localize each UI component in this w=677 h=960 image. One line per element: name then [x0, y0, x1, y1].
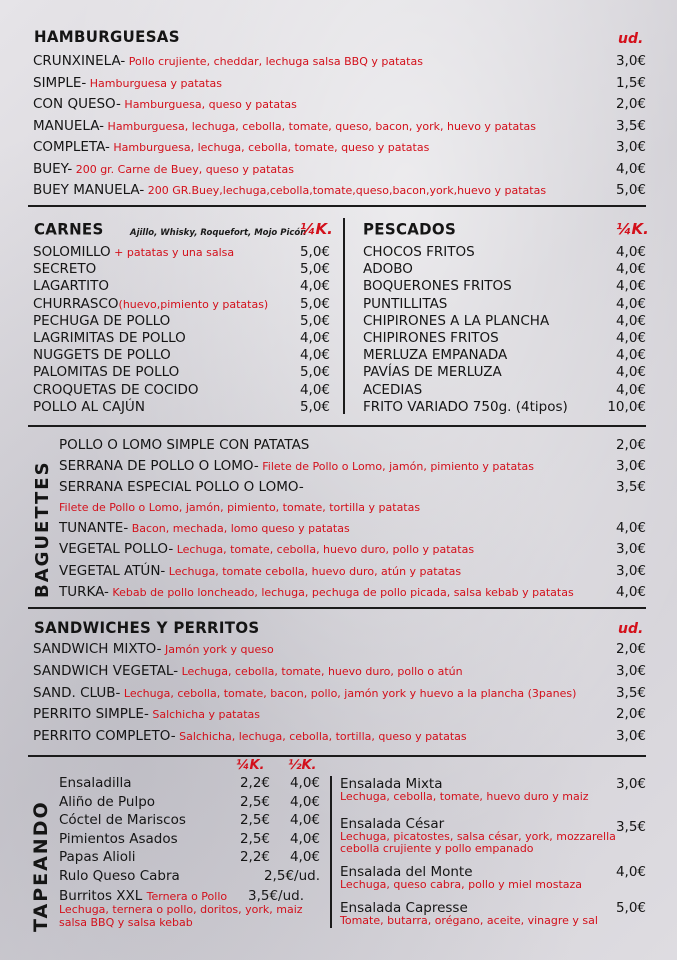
menu-item: [33, 382, 198, 399]
item-price: 4,0€: [615, 312, 646, 329]
item-name: CHURRASCO: [33, 295, 119, 312]
item-name: VEGETAL POLLO-: [59, 541, 174, 557]
menu-item: [33, 728, 467, 745]
tapa-price-half: 4,0€: [289, 849, 320, 866]
item-price: 3,0€: [615, 53, 646, 69]
tapa-name: Cóctel de Mariscos: [59, 812, 186, 829]
tapa-name: Papas Alioli: [59, 849, 136, 866]
menu-item: [33, 364, 179, 381]
ensalada-desc: Tomate, butarra, orégano, aceite, vinagre y sal: [340, 914, 598, 927]
ensalada-price: 3,5€: [615, 819, 646, 835]
tapa-price-half: 4,0€: [289, 812, 320, 829]
tapa-price-half: 4,0€: [289, 830, 320, 847]
menu-item-name: ADOBO: [363, 261, 413, 278]
menu-item-name: PAVÍAS DE MERLUZA: [363, 364, 502, 381]
ensalada-desc: Lechuga, picatostes, salsa césar, york, mozzarella: [340, 830, 616, 843]
tapa-price-quarter: 2,5€: [239, 812, 270, 829]
menu-item: [59, 499, 420, 516]
menu-item: [59, 479, 304, 496]
item-desc: Hamburguesa y patatas: [86, 77, 223, 90]
item-price: 2,0€: [615, 641, 646, 657]
item-desc: Salchicha y patatas: [148, 708, 261, 721]
ensalada-name: Ensalada del Monte: [340, 864, 473, 880]
item-desc: 200 gr. Carne de Buey, queso y patatas: [72, 163, 294, 176]
ensalada-price: 4,0€: [615, 864, 646, 880]
item-price: 4,0€: [615, 364, 646, 381]
menu-item-name: CHIPIRONES FRITOS: [363, 330, 499, 346]
item-price: 3,5€: [615, 118, 646, 134]
menu-item: [33, 399, 145, 416]
item-desc: Lechuga, cebolla, tomate, huevo duro, pollo o atún: [178, 665, 463, 678]
tapeando-title: TAPEANDO: [30, 800, 52, 932]
menu-item: [33, 139, 429, 156]
item-price: 4,0€: [615, 347, 646, 364]
item-name: SERRANA DE POLLO O LOMO-: [59, 458, 259, 474]
divider: [28, 205, 646, 207]
tapa-price-quarter: 2,5€: [239, 793, 270, 810]
carnes-unit: ¼K.: [300, 220, 333, 238]
item-price: 3,0€: [615, 663, 646, 679]
item-desc: Hamburguesa, queso y patatas: [120, 98, 297, 111]
item-desc: Pollo crujiente, cheddar, lechuga salsa BBQ y patatas: [125, 55, 423, 68]
item-name: PERRITO SIMPLE-: [33, 706, 149, 722]
item-name: VEGETAL ATÚN-: [59, 563, 166, 579]
menu-item-name: PUNTILLITAS: [363, 295, 448, 312]
ensalada-price: 5,0€: [615, 900, 646, 916]
item-name: COMPLETA-: [33, 139, 110, 155]
item-desc: Salchicha, lechuga, cebolla, tortilla, queso y patatas: [175, 730, 467, 743]
item-price: 10,0€: [607, 398, 646, 415]
burritos-desc: Lechuga, ternera o pollo, doritos, york, maiz: [59, 903, 303, 916]
tapa-price-half: 4,0€: [289, 793, 320, 810]
menu-item: [33, 182, 546, 199]
menu-item-name: CHIPIRONES A LA PLANCHA: [363, 312, 550, 329]
item-desc: (huevo,pimiento y patatas): [118, 297, 269, 311]
tapa-price-quarter: 2,2€: [239, 775, 270, 791]
item-price: 4,0€: [615, 278, 646, 295]
item-price: 5,0€: [299, 295, 330, 312]
menu-item: [33, 313, 170, 330]
item-price: 2,0€: [615, 96, 646, 112]
menu-item: [33, 296, 268, 313]
divider: [28, 607, 646, 609]
item-name: CRUNXINELA-: [33, 53, 126, 69]
item-name: CROQUETAS DE COCIDO: [33, 381, 199, 398]
divider: [330, 776, 332, 928]
item-price: 5,0€: [299, 312, 330, 329]
item-price: 2,0€: [615, 437, 646, 453]
item-desc: Filete de Pollo o Lomo, jamón, pimiento y patatas: [258, 460, 534, 473]
burritos-price: 3,5€/ud.: [248, 888, 305, 904]
item-desc: Jamón york y queso: [161, 643, 274, 656]
menu-item-name: ACEDIAS: [363, 381, 423, 398]
hamburguesas-unit: ud.: [618, 31, 644, 47]
item-desc: Filete de Pollo o Lomo, jamón, pimiento, tomate, tortilla y patatas: [59, 501, 421, 514]
menu-item: [33, 706, 260, 723]
item-name: SERRANA ESPECIAL POLLO O LOMO-: [59, 479, 304, 495]
item-price: 4,0€: [615, 295, 646, 312]
item-name: TUNANTE-: [59, 520, 129, 536]
divider: [28, 755, 646, 757]
item-price: 4,0€: [299, 347, 330, 364]
item-name: LAGRIMITAS DE POLLO: [33, 330, 186, 346]
burritos-name: Burritos XXL: [59, 888, 143, 904]
item-name: PERRITO COMPLETO-: [33, 728, 176, 744]
menu-item: [59, 458, 534, 475]
sandwiches-unit: ud.: [618, 621, 644, 637]
item-price: 3,5€: [615, 479, 646, 495]
menu-item: [33, 663, 463, 680]
item-price: 5,0€: [299, 398, 330, 415]
item-name: SANDWICH MIXTO-: [33, 641, 162, 657]
item-name: MANUELA-: [33, 118, 105, 134]
item-name: SAND. CLUB-: [33, 685, 121, 701]
ensalada-desc: Lechuga, cebolla, tomate, huevo duro y maiz: [340, 790, 589, 803]
menu-item: [33, 641, 274, 658]
item-price: 3,0€: [615, 563, 646, 579]
tapa-name: Ensaladilla: [59, 775, 132, 791]
item-name: CON QUESO-: [33, 96, 121, 112]
divider: [28, 425, 646, 427]
tapa-name: Pimientos Asados: [59, 830, 178, 847]
item-price: 4,0€: [615, 381, 646, 398]
item-name: LAGARTITO: [33, 278, 110, 295]
item-price: 3,5€: [615, 685, 646, 701]
item-price: 4,0€: [615, 244, 646, 260]
item-price: 3,0€: [615, 541, 646, 557]
menu-item: [33, 278, 109, 295]
item-price: 4,0€: [615, 520, 646, 536]
menu-item: [33, 53, 423, 70]
menu-item: [59, 437, 309, 454]
ensalada-name: Ensalada Mixta: [340, 776, 443, 792]
carnes-sauces: Ajillo, Whisky, Roquefort, Mojo Picón: [130, 228, 307, 238]
tapa-price-quarter: 2,5€: [239, 830, 270, 847]
item-price: 5,0€: [615, 182, 646, 198]
menu-item: [59, 584, 574, 601]
item-name: TURKA-: [59, 584, 109, 600]
menu-item: [33, 347, 171, 364]
menu-item: [33, 118, 536, 135]
item-desc: Lechuga, tomate, cebolla, huevo duro, pollo y patatas: [173, 543, 475, 556]
item-price: 1,5€: [615, 75, 646, 91]
menu-item: [59, 520, 350, 537]
item-name: POLLO O LOMO SIMPLE CON PATATAS: [59, 437, 310, 453]
item-desc: Lechuga, tomate cebolla, huevo duro, atún y patatas: [165, 565, 462, 578]
tapeando-unit-half: ½K.: [288, 758, 317, 773]
menu-item: [59, 541, 474, 558]
burritos-desc: salsa BBQ y salsa kebab: [59, 916, 193, 929]
menu-item: [33, 261, 96, 278]
pescados-title: PESCADOS: [363, 219, 457, 239]
item-name: SIMPLE-: [33, 75, 87, 91]
ensalada-name: Ensalada Capresse: [340, 900, 468, 916]
burritos-sub: Ternera o Pollo: [146, 890, 228, 903]
carnes-title: CARNES: [34, 219, 104, 239]
menu-item-name: MERLUZA EMPANADA: [363, 347, 508, 364]
item-price: 4,0€: [299, 381, 330, 398]
item-price: 4,0€: [299, 278, 330, 295]
item-price: 4,0€: [615, 161, 646, 177]
item-name: SANDWICH VEGETAL-: [33, 663, 179, 679]
item-price: 3,0€: [615, 458, 646, 474]
menu-item-name: CHOCOS FRITOS: [363, 244, 475, 260]
menu-item: [33, 161, 294, 178]
item-name: BUEY-: [33, 161, 73, 177]
tapa-name: Aliño de Pulpo: [59, 793, 156, 810]
item-desc: Bacon, mechada, lomo queso y patatas: [128, 522, 350, 535]
item-desc: Hamburguesa, lechuga, cebolla, tomate, queso y patatas: [109, 141, 430, 154]
ensalada-name: Ensalada César: [340, 816, 445, 832]
tapa-name: Rulo Queso Cabra: [59, 868, 180, 884]
item-price: 4,0€: [615, 261, 646, 278]
item-price: 2,0€: [615, 706, 646, 722]
pescados-unit: ¼K.: [616, 220, 649, 238]
item-name: PECHUGA DE POLLO: [33, 312, 171, 329]
item-price: 4,0€: [299, 330, 330, 346]
sandwiches-title: SANDWICHES Y PERRITOS: [34, 618, 260, 638]
item-name: POLLO AL CAJÚN: [33, 398, 145, 415]
ensalada-desc: Lechuga, queso cabra, pollo y miel mostaza: [340, 878, 583, 891]
item-desc: 200 GR.Buey,lechuga,cebolla,tomate,queso,bacon,york,huevo y patatas: [144, 184, 547, 197]
item-name: BUEY MANUELA-: [33, 182, 145, 198]
item-desc: Kebab de pollo loncheado, lechuga, pechuga de pollo picada, salsa kebab y patatas: [108, 586, 574, 599]
tapeando-unit-quarter: ¼K.: [236, 758, 265, 773]
menu-item: [33, 330, 186, 347]
menu-item: [33, 244, 234, 261]
item-desc: Lechuga, cebolla, tomate, bacon, pollo, jamón york y huevo a la plancha (3panes): [120, 687, 577, 700]
ensalada-price: 3,0€: [615, 776, 646, 792]
item-price: 5,0€: [299, 261, 330, 278]
item-name: SOLOMILLO: [33, 244, 111, 260]
item-desc: + patatas y una salsa: [110, 246, 235, 259]
tapa-price-unit: 2,5€/ud.: [263, 868, 320, 884]
menu-item: [59, 563, 461, 580]
divider: [343, 218, 345, 414]
item-desc: Hamburguesa, lechuga, cebolla, tomate, queso, bacon, york, huevo y patatas: [104, 120, 537, 133]
item-name: NUGGETS DE POLLO: [33, 347, 171, 364]
item-price: 5,0€: [299, 364, 330, 381]
item-price: 3,0€: [615, 728, 646, 744]
item-price: 3,0€: [615, 139, 646, 155]
tapa-price-half: 4,0€: [289, 775, 320, 791]
baguettes-title: BAGUETTES: [32, 460, 53, 598]
item-price: 5,0€: [299, 244, 330, 260]
menu-item-name: FRITO VARIADO 750g. (4tipos): [363, 398, 568, 415]
item-name: PALOMITAS DE POLLO: [33, 364, 180, 381]
ensalada-desc: cebolla crujiente y pollo empanado: [340, 842, 534, 855]
item-price: 4,0€: [615, 584, 646, 600]
hamburguesas-title: HAMBURGUESAS: [34, 27, 180, 47]
item-name: SECRETO: [33, 261, 97, 278]
menu-item: [33, 685, 576, 702]
item-price: 4,0€: [615, 330, 646, 346]
menu-item: [33, 75, 222, 92]
menu-item: [33, 96, 297, 113]
tapa-price-quarter: 2,2€: [239, 849, 270, 866]
menu-item-name: BOQUERONES FRITOS: [363, 278, 512, 295]
